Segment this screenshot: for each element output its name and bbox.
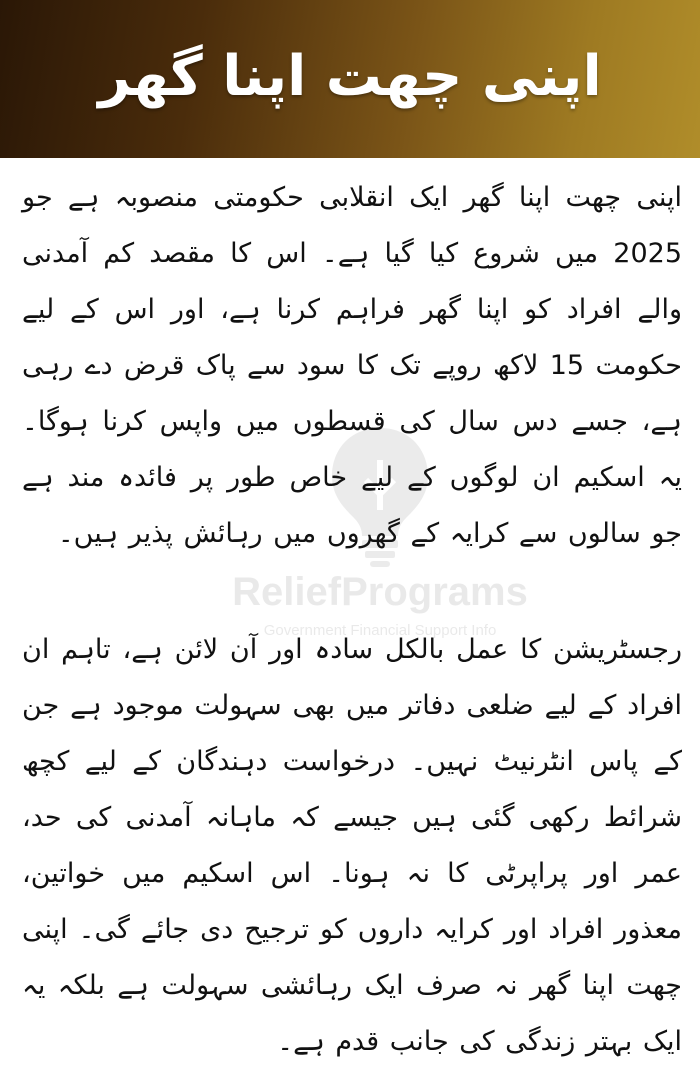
article-paragraph: اپنی چھت اپنا گھر ایک انقلابی حکومتی منصوبہ ہے جو 2025 میں شروع کیا گیا ہے۔ اس کا مقصد کم آمدنی والے افراد کو اپنا گھر فراہم کرنا ہے، اور اس کے لیے حکومت 15 لاکھ روپے تک کا سود سے پاک قرض دے رہی ہے، جسے دس سال کی قسطوں میں واپس کرنا ہوگا۔ یہ اسکیم ان لوگوں کے لیے خاص طور پر فائدہ مند ہے جو سالوں سے کرایہ کے گھروں میں رہائش پذیر ہیں۔ xyxy=(22,182,682,549)
article-paragraph: رجسٹریشن کا عمل بالکل سادہ اور آن لائن ہے، تاہم ان افراد کے لیے ضلعی دفاتر میں بھی سہولت موجود ہے جن کے پاس انٹرنیٹ نہیں۔ درخواست دہندگان کے لیے کچھ شرائط رکھی گئی ہیں جیسے کہ ماہانہ آمدنی کی حد، عمر اور پراپرٹی کا نہ ہونا۔ اس اسکیم میں خواتین، معذور افراد اور کرایہ داروں کو ترجیح دی جائے گی۔ اپنی چھت اپنا گھر نہ صرف ایک رہائشی سہولت ہے بلکہ یہ ایک بہتر زندگی کی جانب قدم ہے۔ xyxy=(22,634,682,1057)
title-banner xyxy=(0,0,700,158)
page-title: اپنی چھت اپنا گھر xyxy=(98,43,602,109)
watermark-brand: ReliefPrograms xyxy=(232,570,528,614)
article-body xyxy=(22,170,682,1070)
watermark-tagline: Government Financial Support Info xyxy=(263,622,497,639)
